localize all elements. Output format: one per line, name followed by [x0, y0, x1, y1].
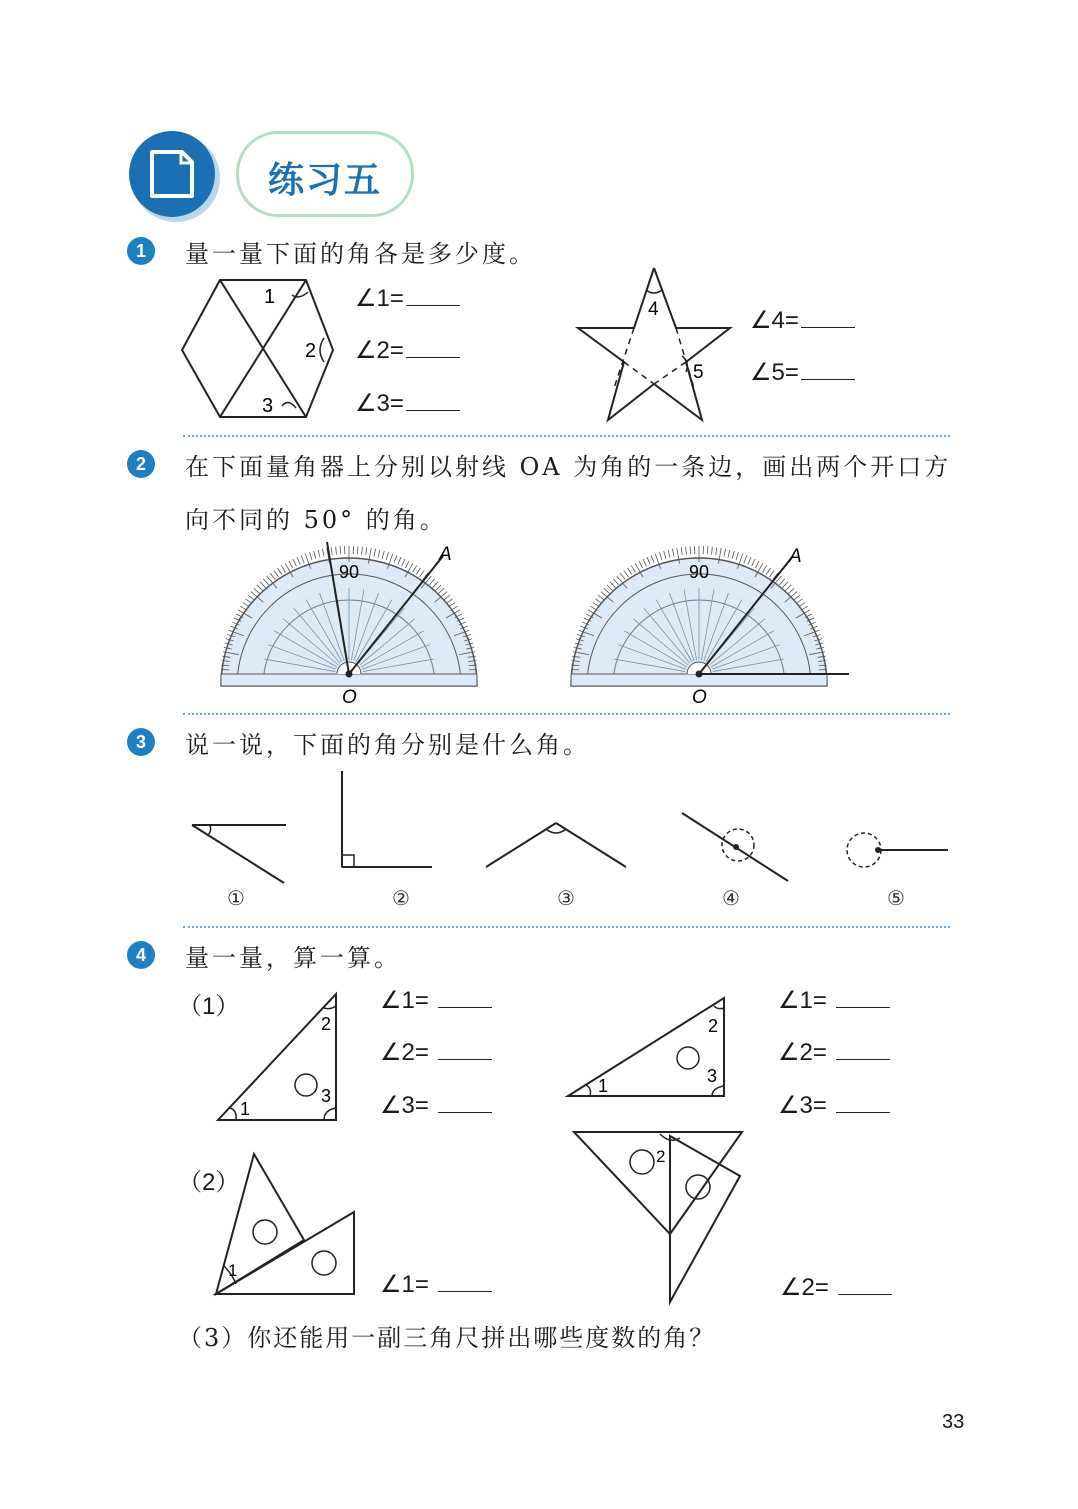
divider: [183, 926, 950, 928]
exercise-icon: [128, 130, 214, 216]
question-2-text-line2: 向不同的 50° 的角。: [185, 506, 447, 534]
answer-blank[interactable]: [406, 285, 460, 306]
hex-angle-2-label: 2: [305, 340, 317, 362]
q4-part2-answer-2: ∠2=: [780, 1273, 892, 1302]
figure-label-5: ⑤: [887, 886, 905, 910]
protractor-1: [215, 538, 487, 708]
q4-left-answer-1: ∠1=: [380, 986, 492, 1015]
q1-answer-5: ∠5=: [750, 358, 855, 387]
svg-text:1: 1: [240, 1099, 251, 1119]
svg-text:3: 3: [707, 1066, 718, 1086]
divider: [183, 713, 950, 715]
answer-blank[interactable]: [801, 307, 855, 328]
svg-text:3: 3: [321, 1086, 332, 1106]
answer-blank[interactable]: [836, 987, 890, 1008]
q1-answer-1: ∠1=: [355, 284, 460, 313]
page-title: 练习五: [267, 159, 382, 201]
svg-text:2: 2: [656, 1147, 666, 1166]
answer-blank[interactable]: [801, 359, 855, 380]
question-1-number: 1: [127, 237, 155, 265]
svg-text:2: 2: [321, 1014, 332, 1034]
q1-answer-2: ∠2=: [355, 336, 460, 365]
answer-blank[interactable]: [406, 337, 460, 358]
figure-label-3: ③: [557, 886, 575, 910]
star-angle-4-label: 4: [648, 299, 659, 320]
question-2-text-line1: 在下面量角器上分别以射线 OA 为角的一条边，画出两个开口方: [185, 453, 952, 481]
question-2-number: 2: [127, 450, 155, 478]
figure-label-2: ②: [392, 886, 410, 910]
point-A-label: A: [439, 544, 452, 565]
q4-right-answer-1: ∠1=: [778, 986, 890, 1015]
scale-90: 90: [689, 562, 710, 582]
hex-angle-1-label: 1: [264, 286, 276, 308]
question-4-text: 量一量，算一算。: [185, 944, 401, 972]
combined-set-squares-1: [210, 1148, 360, 1298]
answer-blank[interactable]: [438, 1271, 492, 1292]
answer-blank[interactable]: [438, 1039, 492, 1060]
angle-types-figures: [180, 765, 960, 885]
hex-angle-3-label: 3: [262, 395, 274, 417]
q4-left-answer-2: ∠2=: [380, 1038, 492, 1067]
answer-blank[interactable]: [438, 987, 492, 1008]
scale-90: 90: [339, 562, 360, 582]
point-O-label: O: [342, 687, 357, 708]
q1-answer-4: ∠4=: [750, 306, 855, 335]
triangle-30-60: [560, 990, 732, 1104]
q4-right-answer-3: ∠3=: [778, 1091, 890, 1120]
triangle-45: [210, 988, 346, 1124]
question-4-number: 4: [127, 941, 155, 969]
star-angle-5-label: 5: [693, 362, 704, 383]
answer-blank[interactable]: [836, 1039, 890, 1060]
svg-text:1: 1: [598, 1076, 609, 1096]
svg-text:1: 1: [228, 1261, 238, 1280]
figure-label-4: ④: [722, 886, 740, 910]
question-3-text: 说一说，下面的角分别是什么角。: [185, 731, 590, 759]
figure-label-1: ①: [227, 886, 245, 910]
divider: [183, 435, 950, 437]
point-O-label: O: [692, 687, 707, 708]
q4-right-answer-2: ∠2=: [778, 1038, 890, 1067]
star-figure: [570, 262, 740, 427]
svg-text:2: 2: [708, 1016, 719, 1036]
q4-left-answer-3: ∠3=: [380, 1091, 492, 1120]
exercise-title-pill: [236, 131, 414, 217]
question-1-text: 量一量下面的角各是多少度。: [185, 240, 536, 268]
protractor-2: [565, 538, 857, 708]
hexagon-figure: [170, 270, 350, 430]
answer-blank[interactable]: [438, 1092, 492, 1113]
part-3-question: （3）你还能用一副三角尺拼出哪些度数的角？: [178, 1324, 716, 1352]
answer-blank[interactable]: [836, 1092, 890, 1113]
combined-set-squares-2: [570, 1128, 746, 1306]
q1-answer-3: ∠3=: [355, 389, 460, 418]
answer-blank[interactable]: [406, 390, 460, 411]
answer-blank[interactable]: [838, 1274, 892, 1295]
part-2-label: （2）: [178, 1169, 240, 1196]
page-number: 33: [942, 1411, 965, 1433]
q4-part2-answer-1: ∠1=: [380, 1270, 492, 1299]
part-1-label: （1）: [178, 993, 240, 1020]
question-3-number: 3: [127, 728, 155, 756]
point-A-label: A: [789, 546, 802, 567]
